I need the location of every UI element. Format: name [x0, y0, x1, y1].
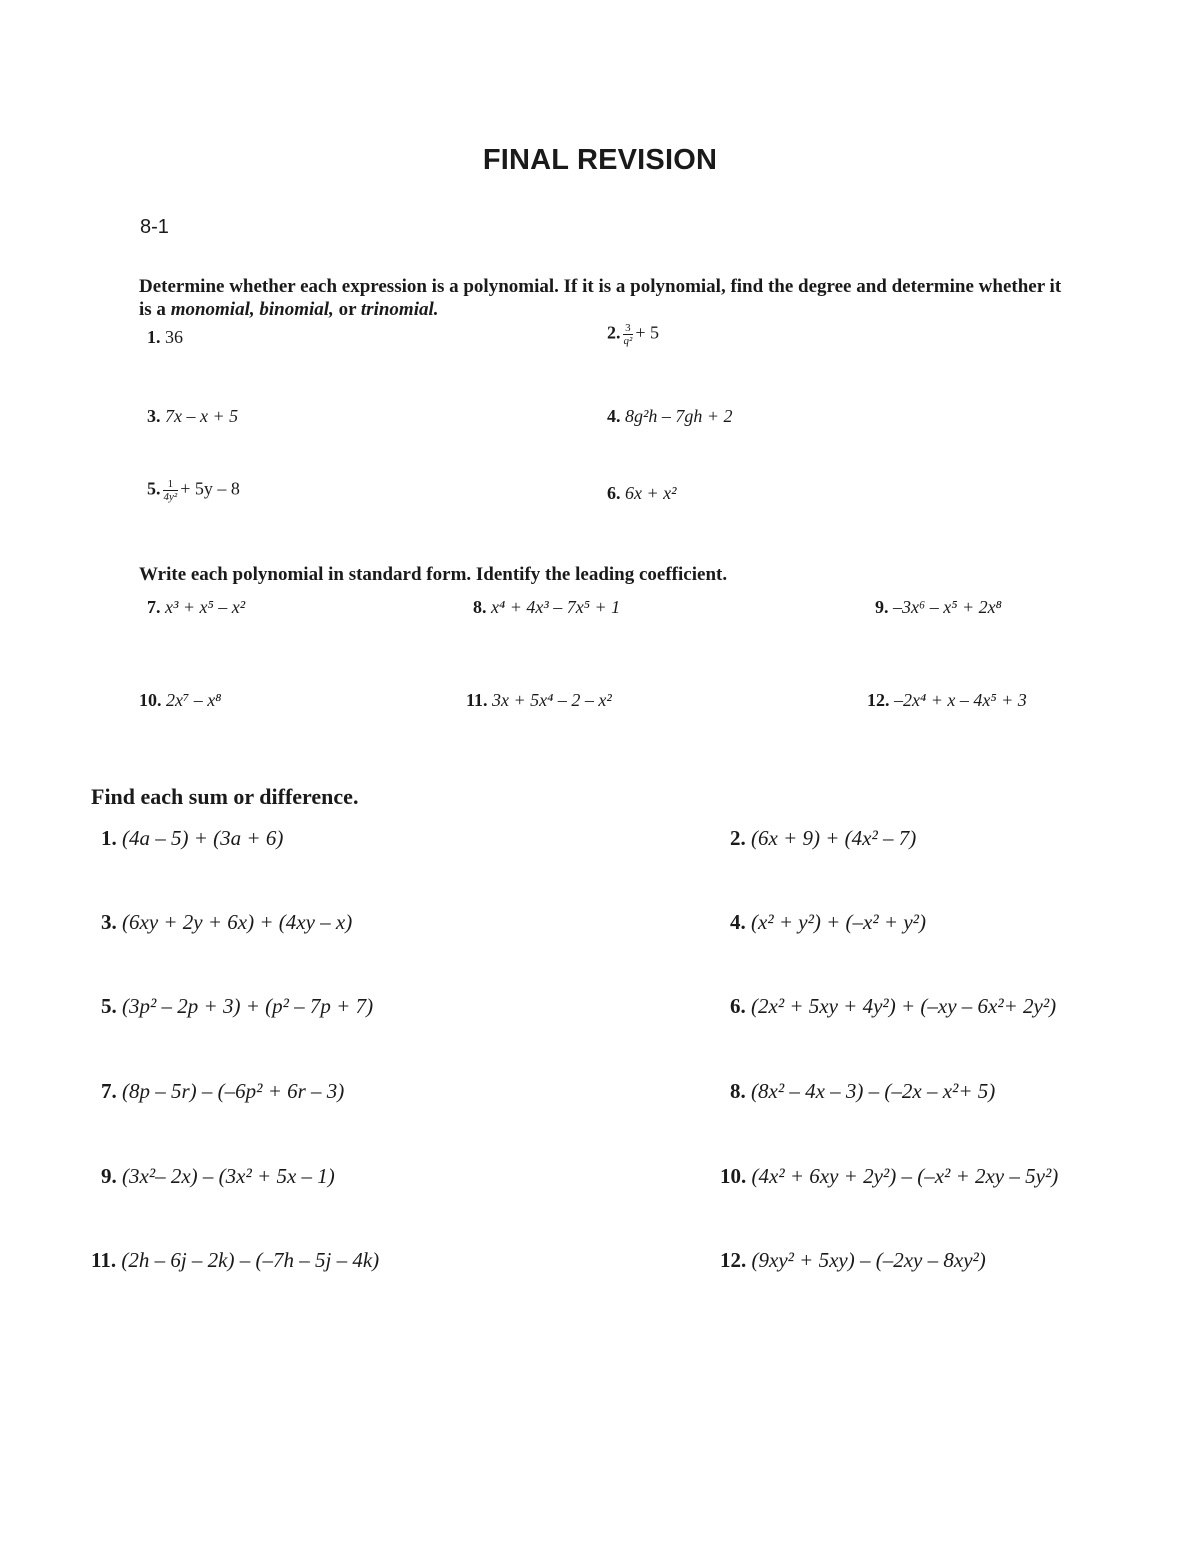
problem-number: 5. — [101, 994, 117, 1018]
fraction-numerator: 1 — [163, 478, 179, 491]
problem-number: 8. — [730, 1079, 746, 1103]
instruction-sum-difference: Find each sum or difference. — [91, 784, 359, 809]
problem-3-9 — [101, 1164, 335, 1189]
problem-number: 11. — [466, 690, 488, 710]
problem-2-9 — [875, 597, 1002, 618]
instruction-line-2-prefix: is a — [139, 299, 171, 320]
problem-3-10 — [720, 1164, 1058, 1189]
problem-3-11 — [91, 1248, 379, 1273]
section-label: 8-1 — [140, 216, 169, 238]
word-monomial: monomial, — [170, 299, 255, 320]
problem-number: 1. — [101, 826, 117, 850]
problem-number: 8. — [473, 597, 487, 617]
problem-number: 3. — [101, 910, 117, 934]
problem-3-6 — [730, 994, 1056, 1019]
problem-number: 6. — [730, 994, 746, 1018]
problem-number: 5. — [147, 478, 161, 499]
problem-number: 7. — [147, 597, 161, 617]
fraction-denominator: q² — [623, 335, 633, 347]
problem-expression: (6xy + 2y + 6x) + (4xy – x) — [122, 910, 353, 934]
problem-3-1 — [101, 826, 283, 851]
problem-3-7 — [101, 1079, 344, 1104]
problem-expression: (8x² – 4x – 3) – (–2x – x²+ 5) — [751, 1079, 996, 1103]
problem-expression: (x² + y²) + (–x² + y²) — [751, 910, 926, 934]
problem-number: 7. — [101, 1079, 117, 1103]
problem-number: 2. — [607, 322, 621, 343]
problem-number: 11. — [91, 1248, 117, 1272]
instruction-standard-form: Write each polynomial in standard form. Identify the leading coefficient. — [139, 564, 728, 585]
problem-number: 9. — [101, 1164, 117, 1188]
problem-expression: (2h – 6j – 2k) – (–7h – 5j – 4k) — [121, 1248, 380, 1272]
problem-1-2 — [607, 322, 659, 347]
problem-expression: 8g²h – 7gh + 2 — [625, 406, 733, 426]
problem-expression: + 5 — [635, 322, 659, 343]
fraction — [163, 478, 179, 503]
problem-expression: –2x⁴ + x – 4x⁵ + 3 — [894, 690, 1027, 710]
fraction-denominator: 4y² — [163, 491, 178, 503]
problem-1-4 — [607, 406, 733, 427]
problem-expression: (4x² + 6xy + 2y²) – (–x² + 2xy – 5y²) — [751, 1164, 1059, 1188]
problem-3-3 — [101, 910, 352, 935]
problem-1-3 — [147, 406, 238, 427]
problem-2-12 — [867, 690, 1027, 711]
problem-number: 4. — [607, 406, 621, 426]
problem-2-7 — [147, 597, 245, 618]
problem-expression: 6x + x² — [625, 483, 677, 503]
instruction-polynomial — [139, 275, 1149, 321]
problem-expression: (3p² – 2p + 3) + (p² – 7p + 7) — [122, 994, 374, 1018]
problem-number: 10. — [139, 690, 162, 710]
problem-number: 9. — [875, 597, 889, 617]
problem-number: 12. — [720, 1248, 747, 1272]
fraction — [623, 322, 634, 347]
problem-3-4 — [730, 910, 926, 935]
problem-expression: (3x²– 2x) – (3x² + 5x – 1) — [122, 1164, 335, 1188]
problem-3-5 — [101, 994, 373, 1019]
page-title: FINAL REVISION — [482, 144, 718, 176]
fraction-numerator: 3 — [623, 322, 634, 335]
word-or: or — [338, 299, 357, 320]
problem-expression: 2x⁷ – x⁸ — [166, 690, 222, 710]
problem-expression: x³ + x⁵ – x² — [165, 597, 246, 617]
problem-number: 2. — [730, 826, 746, 850]
problem-expression: + 5y – 8 — [180, 478, 240, 499]
problem-expression: (4a – 5) + (3a + 6) — [122, 826, 284, 850]
problem-3-12 — [720, 1248, 986, 1273]
problem-number: 10. — [720, 1164, 747, 1188]
problem-expression: x⁴ + 4x³ – 7x⁵ + 1 — [491, 597, 621, 617]
word-binomial: binomial, — [259, 299, 334, 320]
problem-3-2 — [730, 826, 916, 851]
problem-expression: 7x – x + 5 — [165, 406, 239, 426]
problem-expression: 36 — [165, 327, 183, 347]
problem-expression: (2x² + 5xy + 4y²) + (–xy – 6x²+ 2y²) — [751, 994, 1057, 1018]
problem-expression: 3x + 5x⁴ – 2 – x² — [492, 690, 612, 710]
problem-2-8 — [473, 597, 620, 618]
problem-expression: (6x + 9) + (4x² – 7) — [751, 826, 917, 850]
problem-number: 3. — [147, 406, 161, 426]
problem-number: 12. — [867, 690, 890, 710]
problem-number: 6. — [607, 483, 621, 503]
problem-expression: (9xy² + 5xy) – (–2xy – 8xy²) — [751, 1248, 986, 1272]
problem-1-1 — [147, 327, 183, 348]
problem-2-10 — [139, 690, 222, 711]
problem-1-5 — [147, 478, 240, 503]
word-trinomial: trinomial. — [360, 299, 439, 320]
problem-2-11 — [466, 690, 612, 711]
problem-number: 1. — [147, 327, 161, 347]
problem-number: 4. — [730, 910, 746, 934]
problem-3-8 — [730, 1079, 995, 1104]
instruction-line-1: Determine whether each expression is a polynomial. If it is a polynomial, find the degree and determine whether it — [139, 276, 1062, 297]
problem-expression: –3x⁶ – x⁵ + 2x⁸ — [893, 597, 1002, 617]
problem-expression: (8p – 5r) – (–6p² + 6r – 3) — [122, 1079, 345, 1103]
problem-1-6 — [607, 483, 677, 504]
